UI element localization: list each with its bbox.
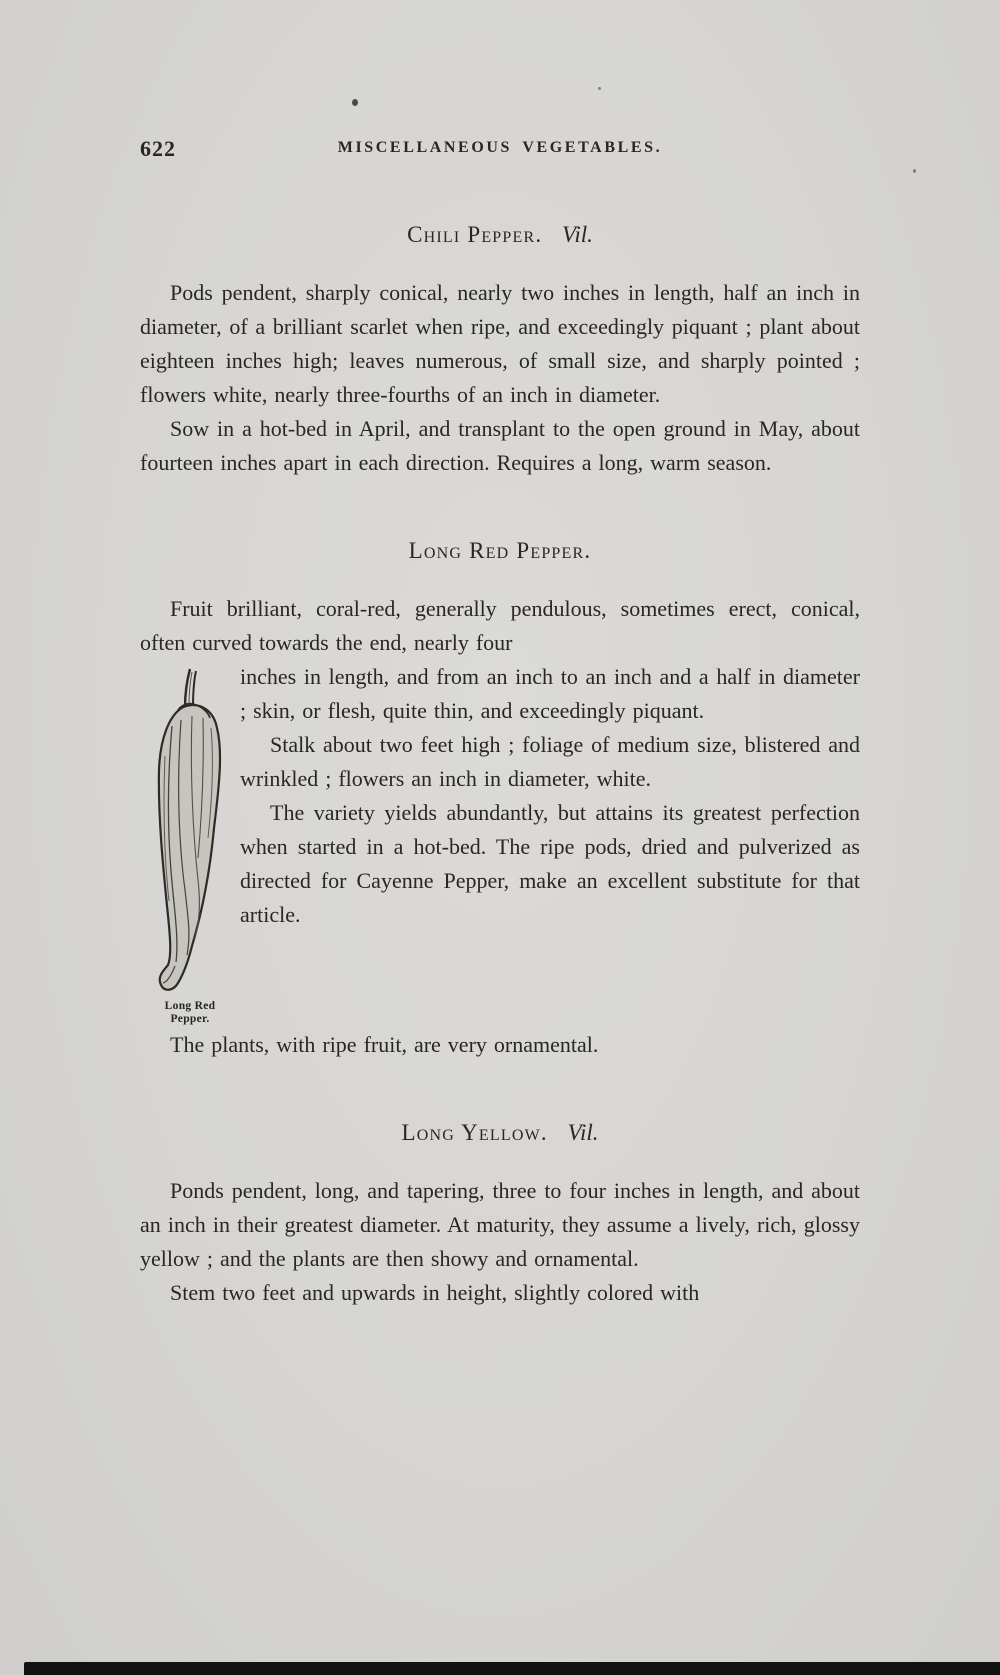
- long-yellow-paragraph-1: Ponds pendent, long, and tapering, three to four inches in length, and about an inch in their greatest diameter. At maturity, they assume a lively, rich, glossy yellow ; and the plants are then showy and ornamental.: [140, 1178, 860, 1271]
- section-heading-chili-pepper: [140, 222, 860, 252]
- running-head: [140, 136, 860, 164]
- scan-artifact: [352, 99, 358, 106]
- long-red-paragraph-1-lead: Fruit brilliant, coral-red, generally pendulous, sometimes erect, conical, often curved towards the end, nearly four: [140, 596, 860, 655]
- figure-column: [140, 660, 240, 1026]
- long-yellow-paragraph-2: Stem two feet and upwards in height, slightly colored with: [170, 1280, 700, 1305]
- scan-artifact: [598, 87, 601, 90]
- long-red-paragraph-1-rest: inches in length, and from an inch to an inch and a half in diameter ; skin, or flesh, quite thin, and exceedingly piquant.: [240, 664, 860, 723]
- running-title: MISCELLANEOUS VEGETABLES.: [337, 139, 663, 156]
- long-red-pepper-illustration: [144, 666, 236, 998]
- figure-and-text-region: [140, 660, 860, 1026]
- long-red-paragraph-4: The plants, with ripe fruit, are very ornamental.: [170, 1032, 599, 1057]
- figure-wrapped-text: [240, 660, 860, 932]
- figure-caption: Long Red Pepper.: [164, 1000, 216, 1025]
- section-heading-text: Long Red Pepper.: [408, 538, 592, 563]
- page-edge-shadow: [24, 1662, 1000, 1675]
- page-number: 622: [140, 136, 176, 161]
- section-heading-variety: Vil.: [562, 222, 593, 247]
- section-heading-long-yellow: [140, 1120, 860, 1150]
- chili-paragraph-1: Pods pendent, sharply conical, nearly two inches in length, half an inch in diameter, of a brilliant scarlet when ripe, and exceedingly piquant ; plant about eighteen inches high; leaves numerous, of small size, and sharply pointed ; flowers white, nearly three-fourths of an inch in diameter.: [140, 280, 860, 407]
- long-red-paragraph-2: Stalk about two feet high ; foliage of medium size, blistered and wrinkled ; flowers an inch in diameter, white.: [240, 732, 860, 791]
- chili-paragraph-2: Sow in a hot-bed in April, and transplant to the open ground in May, about fourteen inches apart in each direction. Requires a long, warm season.: [140, 416, 860, 475]
- section-heading-long-red-pepper: [140, 538, 860, 568]
- section-heading-text: Long Yellow.: [401, 1120, 548, 1145]
- section-heading-text: Chili Pepper.: [407, 222, 543, 247]
- scan-artifact: [913, 169, 916, 173]
- long-red-paragraph-3: The variety yields abundantly, but attains its greatest perfection when started in a hot-bed. The ripe pods, dried and pulverized as directed for Cayenne Pepper, make an excellent substitute for that article.: [240, 800, 860, 927]
- section-heading-variety: Vil.: [567, 1120, 599, 1145]
